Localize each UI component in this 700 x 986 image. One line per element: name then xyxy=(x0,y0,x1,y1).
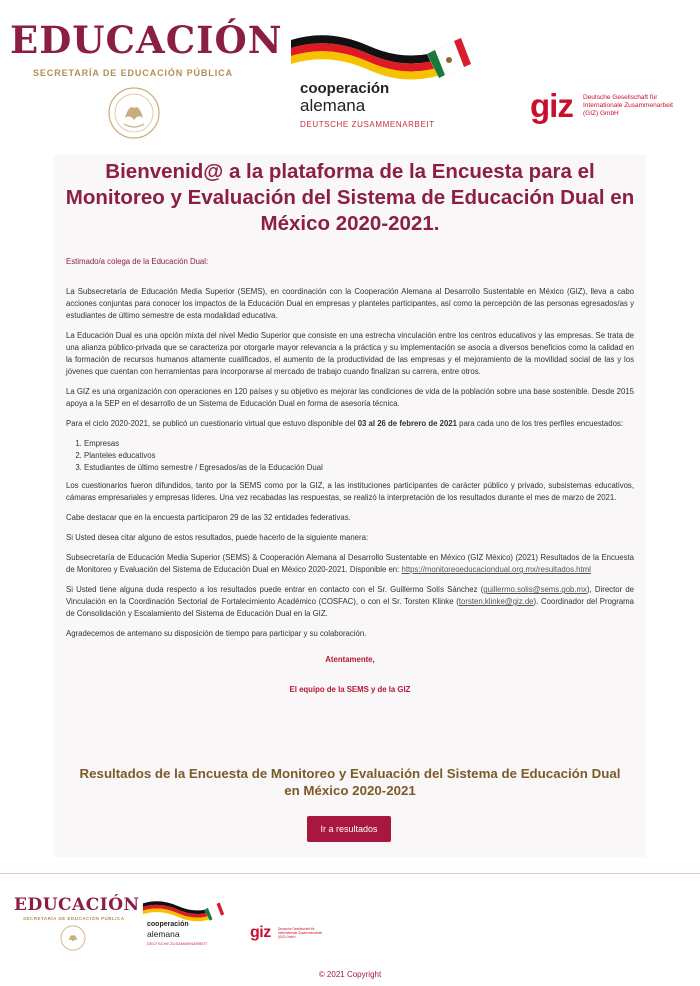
paragraph-citation-intro: Si Usted desea citar alguno de estos resultados, puede hacerlo de la siguiente manera: xyxy=(66,533,369,542)
paragraph-contact xyxy=(66,584,634,620)
paragraph-participation: Cabe destacar que en la encuesta participaron 29 de las 32 entidades federativas. xyxy=(66,513,351,522)
contact-text-c: ). Coordinador del Programa de Consolidación y Escalamiento del Sistema de Educación Dual en la GIZ. xyxy=(66,597,635,618)
paragraph-dual-education: La Educación Dual es una opción mixta del nivel Medio Superior que consiste en una estrecha vinculación entre los centros educativos y las empresas. Se trata de una alianza público-privada que se caracteriza por otorgarle mayor relevancia a la práctica y su implementación se asocia a diversos beneficios como la calidad en la formación de recursos humanos altamente cualificados, el aumento de la productividad de las empresas y el mejoramiento de la movilidad social de las y los jóvenes que cuentan con herramientas para incorporarse al mercado de trabajo cuando finalizan su carrera, entre otros. xyxy=(66,331,634,376)
footer-sep-logo-title: EDUCACIÓN xyxy=(14,895,140,915)
citation-text: Subsecretaría de Educación Media Superior (SEMS) & Cooperación Alemana al Desarrollo Sustentable en México (GIZ México) (2021) Resultados de la Encuesta de Monitoreo y Evaluación del Sistema de Educación Dual en México 2020-2021. Disponible en: xyxy=(66,553,634,574)
footer-coop-line2: alemana xyxy=(147,929,180,939)
footer-giz-logo: giz xyxy=(250,924,271,941)
greeting-text: Estimado/a colega de la Educación Dual: xyxy=(66,257,209,266)
giz-logo: giz xyxy=(530,87,573,124)
email-link-solis[interactable]: guillermo.solis@sems.gob.mx xyxy=(483,585,587,594)
sep-logo-title: EDUCACIÓN xyxy=(10,18,283,62)
welcome-card xyxy=(54,155,646,857)
cycle-text-a: Para el ciclo 2020-2021, se publicó un cuestionario virtual que estuvo disponible del xyxy=(66,419,358,428)
footer-sep-logo-subtitle: SECRETARÍA DE EDUCACIÓN PÚBLICA xyxy=(23,916,125,921)
email-link-klinke[interactable]: torsten.klinke@giz.de xyxy=(458,597,534,606)
paragraph-cycle xyxy=(66,418,634,430)
team-signature: El equipo de la SEMS y de la GIZ xyxy=(289,685,411,694)
footer-mexico-seal-icon xyxy=(60,925,86,951)
list-item: 3. Estudiantes de último semestre / Egresados/as de la Educación Dual xyxy=(84,462,634,474)
footer-giz-text: Deutsche Gesellschaft für Internationale Zusammenarbeit (GIZ) GmbH xyxy=(278,927,323,939)
footer-divider xyxy=(0,873,700,874)
contact-text-b: ), Director de Vinculación en la Coordinación Sectorial de Fortalecimiento Académico (COSFAC), o con el Sr. Torsten Klinke ( xyxy=(66,585,635,606)
footer-coop-line1: cooperación xyxy=(147,921,189,928)
signoff-text: Atentamente, xyxy=(325,655,375,664)
page-title: Bienvenid@ a la plataforma de la Encuesta para el Monitoreo y Evaluación del Sistema de Educación Dual en México 2020-2021. xyxy=(65,160,635,235)
paragraph-giz: La GIZ es una organización con operaciones en 120 países y su objetivo es mejorar las condiciones de vida de la población sobre una base sostenible. Desde 2015 apoya a la SEP en el desarrollo de un Sistema de Educación Dual en forma de asesoría técnica. xyxy=(66,387,634,408)
coop-logo-line2: alemana xyxy=(300,96,366,115)
footer-coop-line3: DEUTSCHE ZUSAMMENARBEIT xyxy=(147,941,208,946)
cycle-dates: 03 al 26 de febrero de 2021 xyxy=(357,419,457,428)
paragraph-thanks: Agradecemos de antemano su disposición de tiempo para participar y su colaboración. xyxy=(66,629,367,638)
results-heading: Resultados de la Encuesta de Monitoreo y Evaluación del Sistema de Educación Dual en México 2020-2021 xyxy=(79,766,621,798)
profiles-list xyxy=(84,438,634,474)
list-item: 1. Empresas xyxy=(84,438,634,450)
paragraph-citation xyxy=(66,552,634,576)
go-to-results-button[interactable]: Ir a resultados xyxy=(307,816,391,842)
paragraph-dissemination: Los cuestionarios fueron difundidos, tanto por la SEMS como por la GIZ, a las instituciones participantes de carácter público y privado, subsistemas educativos, cámaras empresariales y empresas líderes. Una vez recabadas las respuestas, se realizó la interpretación de los resultados durante el mes de marzo de 2021. xyxy=(66,481,634,502)
list-item: 2. Planteles educativos xyxy=(84,450,634,462)
paragraph-sems: La Subsecretaría de Educación Media Superior (SEMS), en coordinación con la Cooperación Alemana al Desarrollo Sustentable en México (GIZ), lleva a cabo acciones conjuntas para conocer los impactos de la Educación Dual en empresas y planteles participantes, así como la percepción de las personas egresados/as y estudiantes de último semestre de esta modalidad educativa. xyxy=(66,287,634,320)
intro-content xyxy=(66,256,634,696)
mexico-seal-icon xyxy=(107,86,161,140)
sep-logo-subtitle: SECRETARÍA DE EDUCACIÓN PÚBLICA xyxy=(33,68,233,78)
results-url-link[interactable]: https://monitoreoeducaciondual.org.mx/resultados.html xyxy=(401,565,591,574)
page-header xyxy=(0,0,700,150)
contact-text-a: Si Usted tiene alguna duda respecto a los resultados puede entrar en contacto con el Sr. Guillermo Solís Sánchez ( xyxy=(66,585,484,594)
giz-logo-text: Deutsche Gesellschaft für Internationale Zusammenarbeit (GIZ) GmbH xyxy=(583,94,673,117)
coop-logo-line1: cooperación xyxy=(300,80,390,97)
copyright-text: © 2021 Copyright xyxy=(318,970,382,979)
cycle-text-b: para cada uno de los tres perfiles encuestados: xyxy=(456,419,623,428)
coop-logo-line3: DEUTSCHE ZUSAMMENARBEIT xyxy=(300,120,435,129)
